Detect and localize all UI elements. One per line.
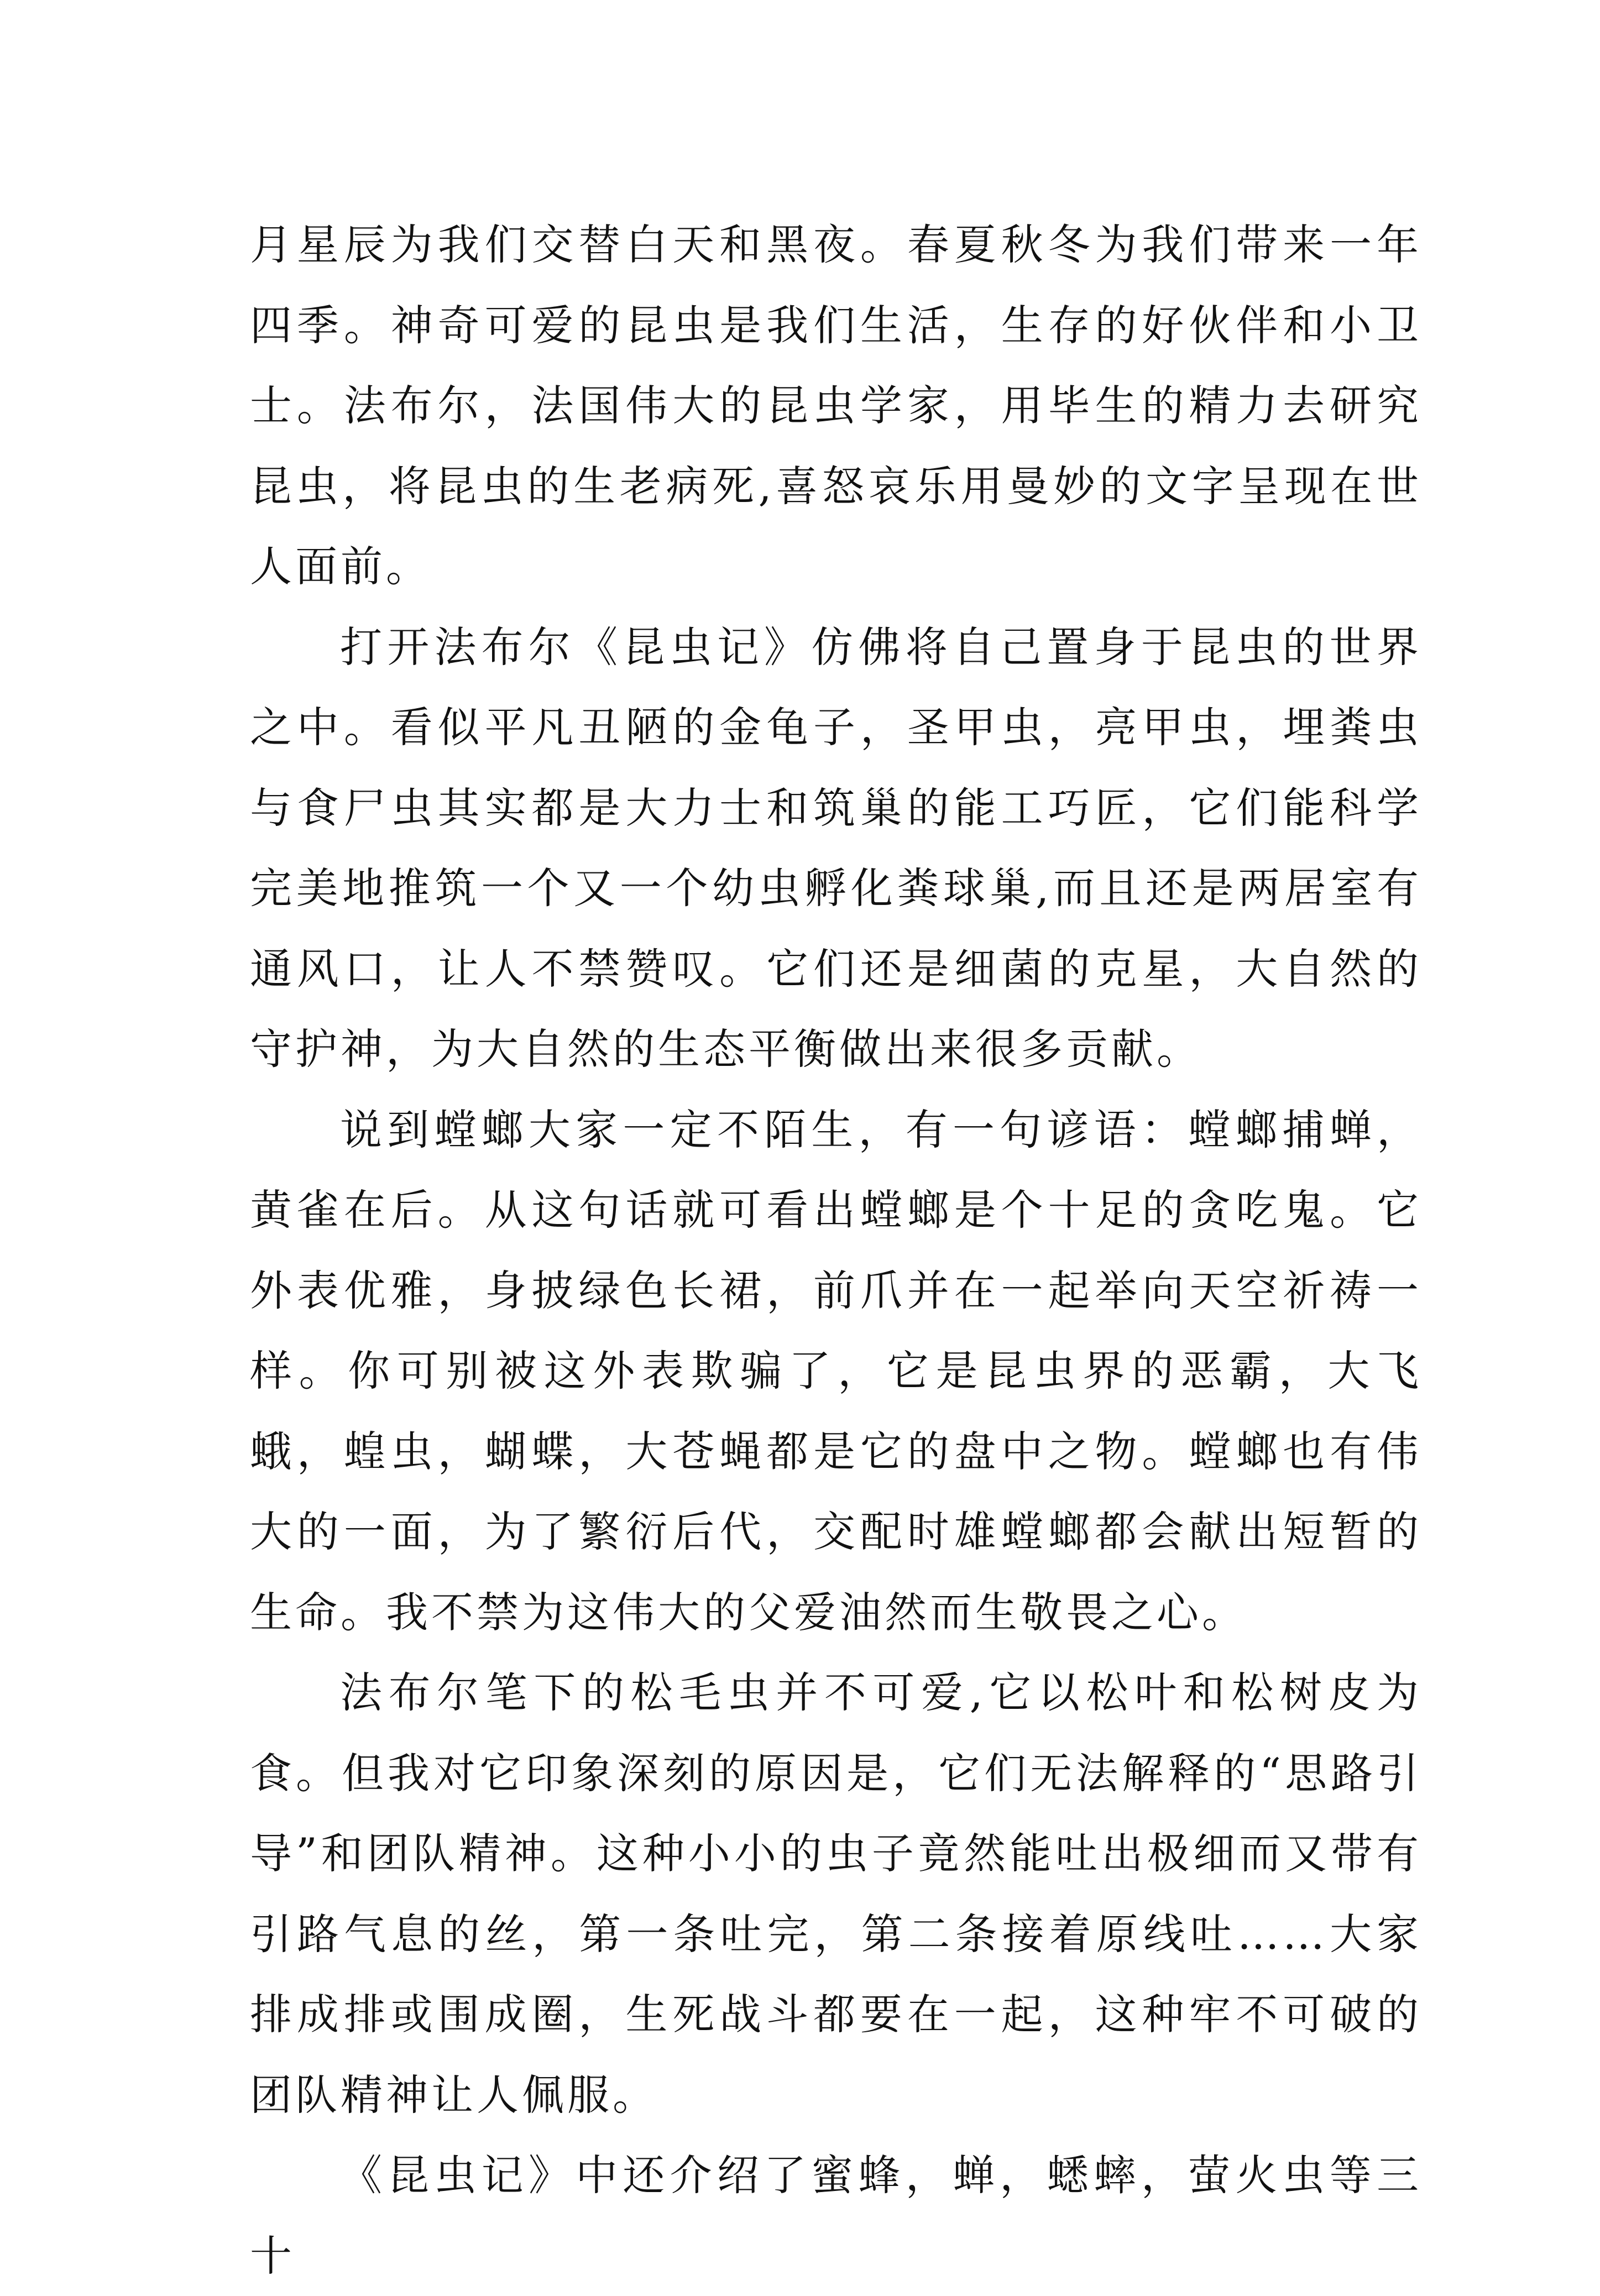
paragraph: 《昆虫记》中还介绍了蜜蜂，蝉，蟋蟀，萤火虫等三十 (250, 2151, 1422, 2281)
paragraph: 打开法布尔《昆虫记》仿佛将自己置身于昆虫的世界之中。看似平凡丑陋的金龟子，圣甲虫，亮甲虫，埋粪虫与食尸虫其实都是大力士和筑巢的能工巧匠，它们能科学完美地推筑一个又一个幼虫孵化粪球巢,而且还是两居室有通风口，让人不禁赞叹。它们还是细菌的克星，大自然的守护神，为大自然的生态平衡做出来很多贡献。 (250, 622, 1422, 1074)
paragraph: 法布尔笔下的松毛虫并不可爱,它以松叶和松树皮为食。但我对它印象深刻的原因是，它们无法解释的“思路引导”和团队精神。这种小小的虫子竟然能吐出极细而又带有引路气息的丝，第一条吐完，第二条接着原线吐……大家排成排或围成圈，生死战斗都要在一起，这种牢不可破的团队精神让人佩服。 (250, 1668, 1422, 2120)
paragraph-continuation: 月星辰为我们交替白天和黑夜。春夏秋冬为我们带来一年四季。神奇可爱的昆虫是我们生活，生存的好伙伴和小卫士。法布尔，法国伟大的昆虫学家，用毕生的精力去研究昆虫，将昆虫的生老病死,喜怒哀乐用曼妙的文字呈现在世人面前。 (250, 220, 1422, 591)
paragraph: 说到螳螂大家一定不陌生，有一句谚语：螳螂捕蝉，黄雀在后。从这句话就可看出螳螂是个十足的贪吃鬼。它外表优雅，身披绿色长裙，前爪并在一起举向天空祈祷一样。你可别被这外表欺骗了，它是昆虫界的恶霸，大飞蛾，蝗虫，蝴蝶，大苍蝇都是它的盘中之物。螳螂也有伟大的一面，为了繁衍后代，交配时雄螳螂都会献出短暂的生命。我不禁为这伟大的父爱油然而生敬畏之心。 (250, 1105, 1422, 1637)
body-text (250, 205, 1422, 2296)
